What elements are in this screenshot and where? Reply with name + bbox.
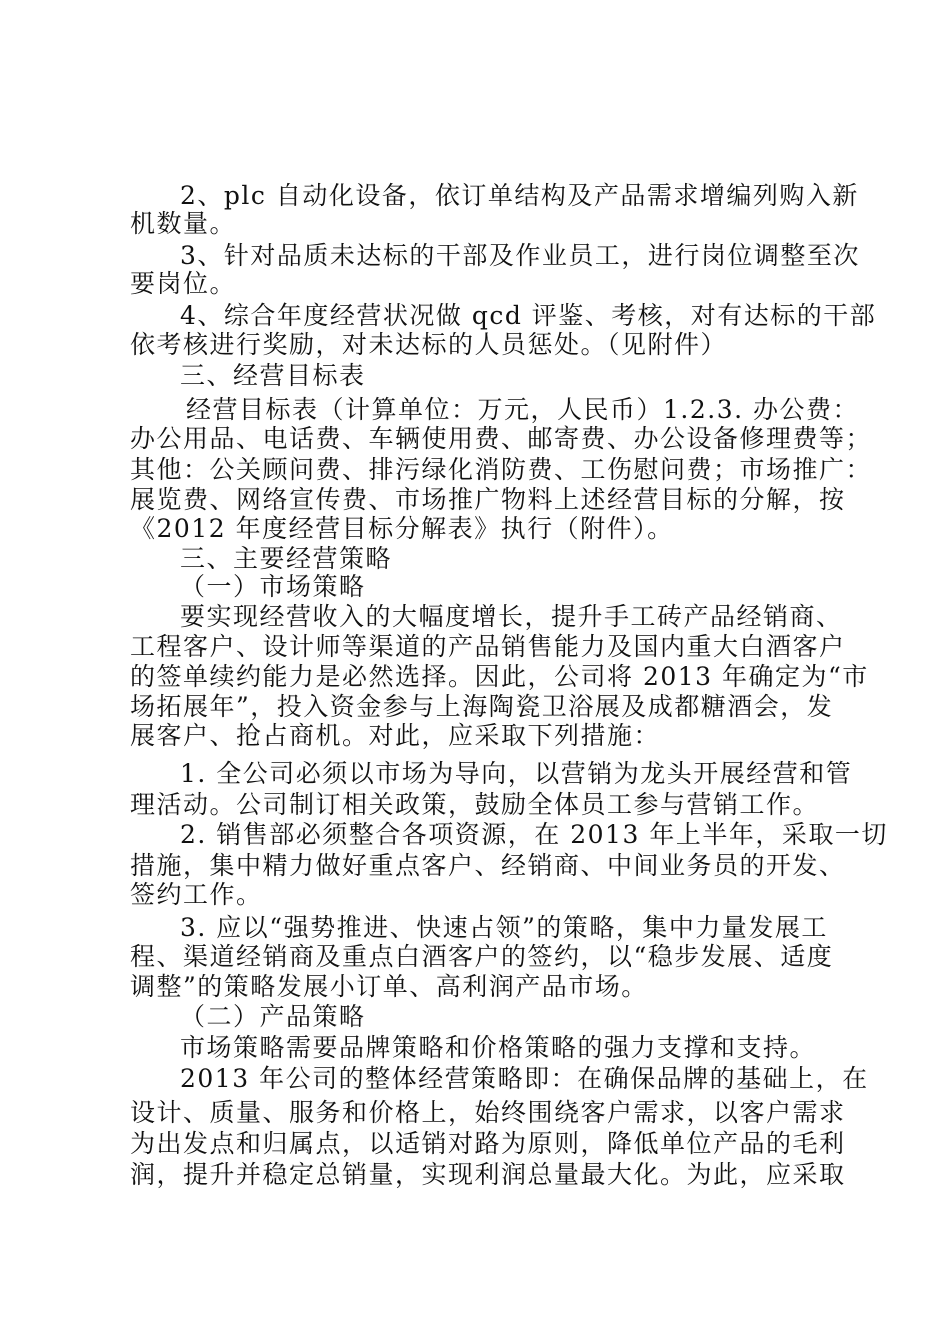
text-line: 工程客户、设计师等渠道的产品销售能力及国内重大白酒客户 <box>130 632 846 661</box>
text-line: 要岗位。 <box>130 269 237 298</box>
subsection-heading: （一）市场策略 <box>180 572 366 601</box>
text-line: 润，提升并稳定总销量，实现利润总量最大化。为此，应采取 <box>130 1160 846 1189</box>
text-line: 展客户、抢占商机。对此，应采取下列措施： <box>130 721 661 750</box>
text-line: 为出发点和归属点，以适销对路为原则，降低单位产品的毛利 <box>130 1129 846 1158</box>
text-line: 2、plc 自动化设备，依订单结构及产品需求增编列购入新 <box>180 181 859 210</box>
text-line: 4、综合年度经营状况做 qcd 评鉴、考核，对有达标的干部 <box>180 301 877 330</box>
text-line: 1. 全公司必须以市场为导向，以营销为龙头开展经营和管 <box>180 759 853 788</box>
subsection-heading: （二）产品策略 <box>180 1002 366 1031</box>
text-line: 措施，集中精力做好重点客户、经销商、中间业务员的开发、 <box>130 851 846 880</box>
text-line: 签约工作。 <box>130 880 263 909</box>
text-line: 理活动。公司制订相关政策，鼓励全体员工参与营销工作。 <box>130 790 820 819</box>
text-line: 依考核进行奖励，对未达标的人员惩处。（见附件） <box>130 330 728 359</box>
text-line: 经营目标表（计算单位：万元，人民币）1.2.3. 办公费： <box>186 395 860 424</box>
text-line: 办公用品、电话费、车辆使用费、邮寄费、办公设备修理费等； <box>130 424 873 453</box>
text-line: 机数量。 <box>130 209 237 238</box>
section-heading: 三、主要经营策略 <box>180 544 393 573</box>
text-line: 展览费、网络宣传费、市场推广物料上述经营目标的分解，按 <box>130 485 846 514</box>
section-heading: 三、经营目标表 <box>180 361 366 390</box>
text-line: 场拓展年”，投入资金参与上海陶瓷卫浴展及成都糖酒会，发 <box>130 692 834 721</box>
text-line: 市场策略需要品牌策略和价格策略的强力支撑和支持。 <box>180 1033 817 1062</box>
text-line: 调整”的策略发展小订单、高利润产品市场。 <box>130 972 648 1001</box>
text-line: 要实现经营收入的大幅度增长，提升手工砖产品经销商、 <box>180 602 843 631</box>
text-line: 2. 销售部必须整合各项资源，在 2013 年上半年，采取一切 <box>180 820 888 849</box>
text-line: 3. 应以“强势推进、快速占领”的策略，集中力量发展工 <box>180 913 828 942</box>
text-line: 程、渠道经销商及重点白酒客户的签约，以“稳步发展、适度 <box>130 942 834 971</box>
text-line: 其他：公关顾问费、排污绿化消防费、工伤慰问费；市场推广： <box>130 455 873 484</box>
text-line: 设计、质量、服务和价格上，始终围绕客户需求，以客户需求 <box>130 1098 846 1127</box>
text-line: 3、针对品质未达标的干部及作业员工，进行岗位调整至次 <box>180 241 860 270</box>
text-line: 的签单续约能力是必然选择。因此，公司将 2013 年确定为“市 <box>130 662 869 691</box>
text-line: 2013 年公司的整体经营策略即：在确保品牌的基础上，在 <box>180 1064 869 1093</box>
text-line: 《2012 年度经营目标分解表》执行（附件）。 <box>130 514 674 543</box>
